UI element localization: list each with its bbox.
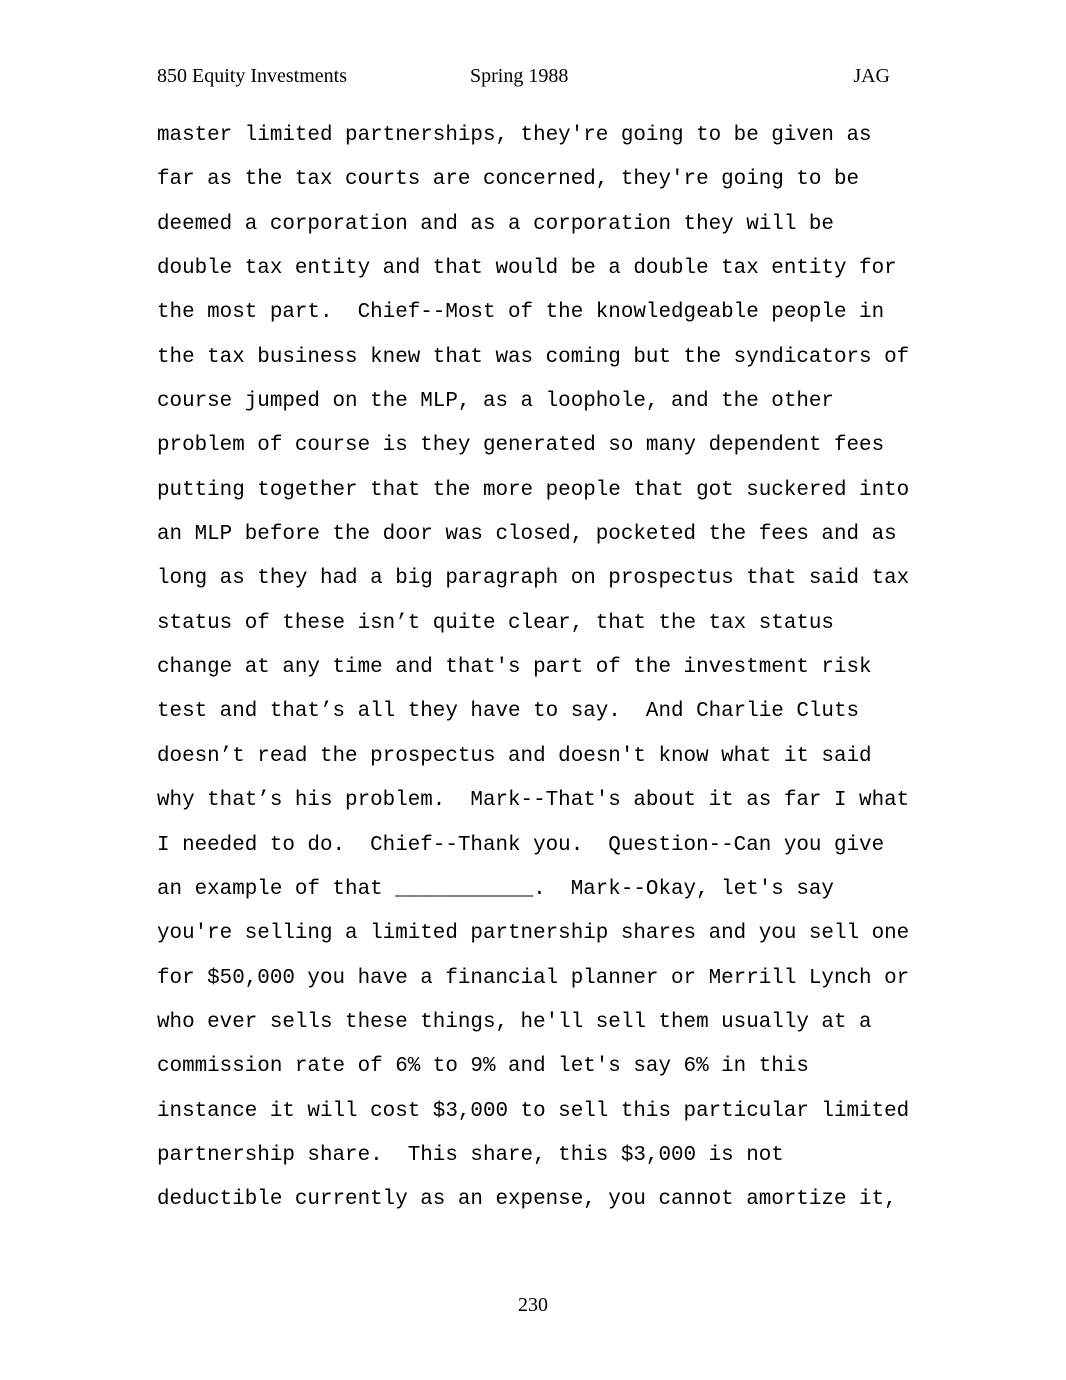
author-initials: JAG — [853, 65, 890, 87]
text-line: problem of course is they generated so many dependent fees — [157, 434, 885, 458]
transcript-body — [157, 117, 927, 1226]
text-line: putting together that the more people that got suckered into — [157, 478, 910, 502]
text-line: test and that’s all they have to say. And Charlie Cluts — [157, 700, 860, 724]
text-line: change at any time and that's part of the investment risk — [157, 656, 872, 680]
text-line: the most part. Chief--Most of the knowledgeable people in — [157, 301, 885, 325]
text-line: doesn’t read the prospectus and doesn't know what it said — [157, 744, 872, 768]
text-line: far as the tax courts are concerned, they're going to be — [157, 168, 860, 192]
page-number: 230 — [518, 1294, 548, 1316]
text-line: I needed to do. Chief--Thank you. Question--Can you give — [157, 833, 885, 857]
text-line: you're selling a limited partnership shares and you sell one — [157, 922, 910, 946]
text-line: long as they had a big paragraph on prospectus that said tax — [157, 567, 910, 591]
text-line: who ever sells these things, he'll sell them usually at a — [157, 1010, 872, 1034]
text-line: deductible currently as an expense, you cannot amortize it, — [157, 1188, 897, 1212]
text-line: deemed a corporation and as a corporation they will be — [157, 212, 834, 236]
term-label: Spring 1988 — [470, 65, 569, 87]
page-header — [157, 63, 890, 89]
text-line: why that’s his problem. Mark--That's about it as far I what — [157, 789, 910, 813]
text-line: course jumped on the MLP, as a loophole, and the other — [157, 390, 834, 414]
text-line: master limited partnerships, they're going to be given as — [157, 124, 872, 147]
text-line: an example of that ___________. Mark--Okay, let's say — [157, 877, 834, 901]
text-line: the tax business knew that was coming but the syndicators of — [157, 345, 910, 369]
text-line: commission rate of 6% to 9% and let's say 6% in this — [157, 1055, 809, 1079]
text-line: for $50,000 you have a financial planner or Merrill Lynch or — [157, 966, 910, 990]
text-line: partnership share. This share, this $3,000 is not — [157, 1143, 784, 1167]
text-line: an MLP before the door was closed, pocketed the fees and as — [157, 523, 897, 547]
course-title: 850 Equity Investments — [157, 65, 347, 87]
text-line: status of these isn’t quite clear, that the tax status — [157, 611, 834, 635]
text-line: instance it will cost $3,000 to sell this particular limited — [157, 1099, 910, 1123]
text-line: double tax entity and that would be a double tax entity for — [157, 257, 897, 281]
